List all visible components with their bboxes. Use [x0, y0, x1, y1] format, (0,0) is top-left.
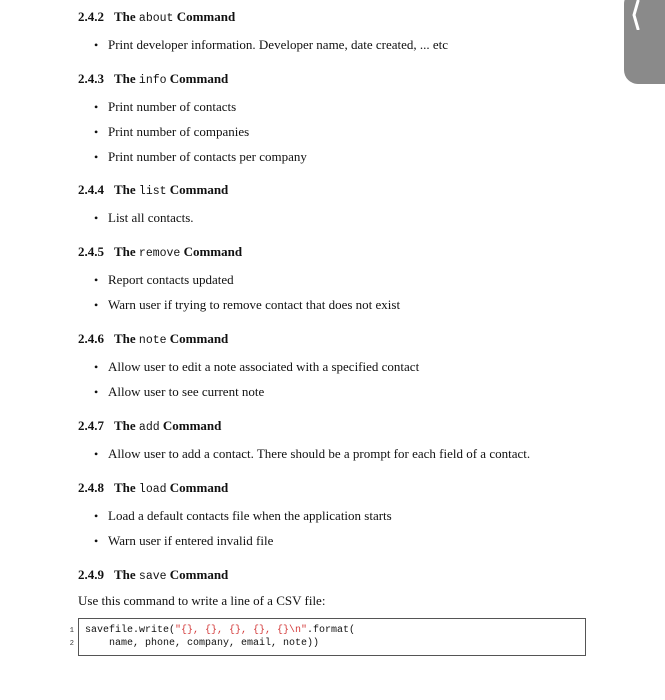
heading-command: Command [162, 418, 222, 433]
heading-the: The [114, 567, 136, 582]
list-item [78, 272, 618, 288]
heading-the: The [114, 182, 136, 197]
list-item [78, 508, 618, 524]
item-list [78, 210, 618, 226]
heading-command: Command [176, 9, 236, 24]
bullet: • [94, 360, 99, 374]
section-heading [78, 480, 618, 498]
section-save [78, 567, 618, 585]
code-line-1 [85, 625, 355, 637]
bullet: • [94, 509, 99, 523]
code-string-literal: "{}, {}, {}, {}, {}\n" [175, 625, 308, 636]
list-item-text: Allow user to add a contact. There should be a prompt for each field of a contact. [108, 446, 531, 461]
heading-command: Command [169, 567, 229, 582]
code-line-number: 2 [69, 640, 74, 648]
section-heading [78, 71, 618, 89]
section-number: 2.4.5 [78, 244, 104, 259]
code-listing [78, 618, 586, 656]
command-name: load [138, 483, 167, 496]
section-heading [78, 9, 618, 27]
item-list [78, 37, 618, 53]
section-load [78, 480, 618, 549]
list-item-text: Print number of contacts per company [108, 149, 307, 164]
section-heading [78, 567, 618, 585]
list-item [78, 384, 618, 400]
command-name: about [138, 12, 174, 25]
bullet: • [94, 447, 99, 461]
section-about [78, 9, 618, 53]
heading-the: The [114, 418, 136, 433]
list-item-text: Print number of companies [108, 124, 250, 139]
command-name: save [138, 570, 167, 583]
section-number: 2.4.8 [78, 480, 104, 495]
heading-the: The [114, 71, 136, 86]
section-number: 2.4.3 [78, 71, 104, 86]
list-item [78, 359, 618, 375]
section-note [78, 331, 618, 400]
list-item-text: List all contacts. [108, 210, 194, 225]
section-heading [78, 244, 618, 262]
bullet: • [94, 273, 99, 287]
heading-command: Command [169, 182, 229, 197]
section-heading [78, 182, 618, 200]
section-add [78, 418, 618, 462]
heading-the: The [114, 244, 136, 259]
heading-the: The [114, 9, 136, 24]
heading-the: The [114, 331, 136, 346]
save-description: Use this command to write a line of a CSV file: [78, 593, 326, 608]
list-item-text: Report contacts updated [108, 272, 234, 287]
code-format-call: .format( [307, 625, 356, 636]
list-item [78, 149, 618, 165]
code-line-2: name, phone, company, email, note)) [85, 638, 320, 649]
section-number: 2.4.7 [78, 418, 104, 433]
list-item [78, 297, 618, 313]
list-item [78, 99, 618, 115]
list-item [78, 446, 618, 462]
bullet: • [94, 38, 99, 52]
bullet: • [94, 385, 99, 399]
command-name: add [138, 421, 160, 434]
heading-command: Command [169, 71, 229, 86]
section-remove [78, 244, 618, 313]
command-name: note [138, 334, 167, 347]
list-item-text: Warn user if entered invalid file [108, 533, 274, 548]
heading-command: Command [169, 331, 229, 346]
item-list [78, 272, 618, 313]
heading-the: The [114, 480, 136, 495]
item-list [78, 508, 618, 549]
section-info [78, 71, 618, 165]
section-list [78, 182, 618, 226]
section-number: 2.4.6 [78, 331, 104, 346]
list-item-text: Load a default contacts file when the application starts [108, 508, 392, 523]
list-item-text: Allow user to see current note [108, 384, 265, 399]
item-list [78, 446, 618, 462]
command-name: remove [138, 247, 181, 260]
command-name: info [138, 74, 167, 87]
section-heading [78, 331, 618, 349]
section-number: 2.4.9 [78, 567, 104, 582]
heading-command: Command [169, 480, 229, 495]
code-call: savefile.write( [85, 625, 176, 636]
bullet: • [94, 125, 99, 139]
corner-tab[interactable] [624, 0, 665, 84]
command-name: list [138, 185, 167, 198]
list-item [78, 124, 618, 140]
chevron-left-icon [632, 0, 640, 30]
item-list [78, 99, 618, 165]
list-item-text: Warn user if trying to remove contact that does not exist [108, 297, 401, 312]
list-item [78, 533, 618, 549]
section-number: 2.4.2 [78, 9, 104, 24]
bullet: • [94, 211, 99, 225]
bullet: • [94, 534, 99, 548]
list-item [78, 210, 618, 226]
section-number: 2.4.4 [78, 182, 104, 197]
list-item-text: Allow user to edit a note associated with a specified contact [108, 359, 420, 374]
heading-command: Command [183, 244, 243, 259]
list-item-text: Print developer information. Developer name, date created, ... etc [108, 37, 449, 52]
list-item [78, 37, 618, 53]
bullet: • [94, 298, 99, 312]
bullet: • [94, 150, 99, 164]
section-heading [78, 418, 618, 436]
code-line-number: 1 [69, 627, 74, 635]
bullet: • [94, 100, 99, 114]
item-list [78, 359, 618, 400]
list-item-text: Print number of contacts [108, 99, 237, 114]
